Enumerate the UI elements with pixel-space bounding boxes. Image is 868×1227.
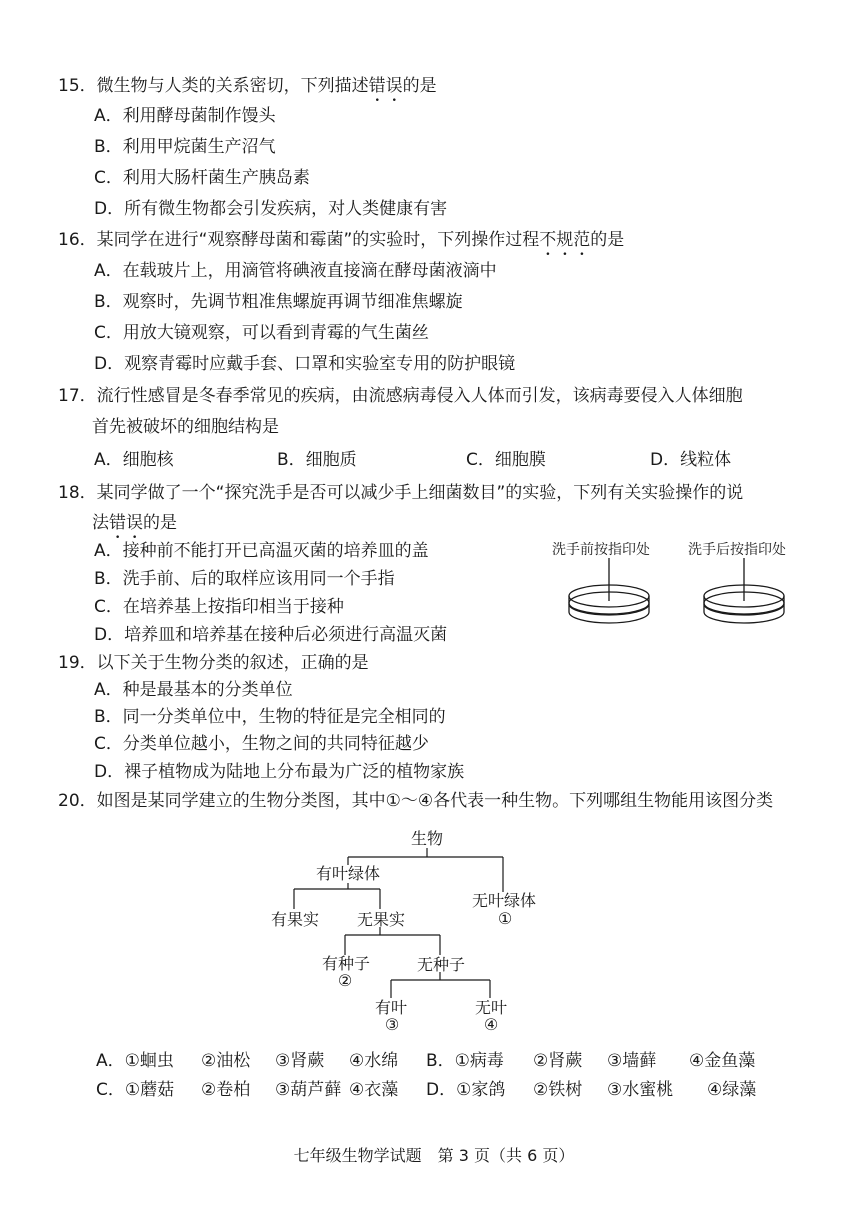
q15-stem: 15．微生物与人类的关系密切，下列描述错误的是 <box>58 76 437 96</box>
q19-option-a: A．种是最基本的分类单位 <box>94 680 293 700</box>
q20-option-d-3: ③水蜜桃 <box>607 1080 674 1100</box>
q20-stem: 20．如图是某同学建立的生物分类图，其中①～④各代表一种生物。下列哪组生物能用该图分类 <box>58 791 774 811</box>
q19-option-d: D．裸子植物成为陆地上分布最为广泛的植物家族 <box>94 762 465 782</box>
q19-option-c: C．分类单位越小，生物之间的共同特征越少 <box>94 734 429 754</box>
q15-option-d: D．所有微生物都会引发疾病，对人类健康有害 <box>94 199 448 219</box>
q20-option-b-2: ②肾蕨 <box>533 1051 583 1071</box>
q15-option-a: A．利用酵母菌制作馒头 <box>94 106 276 126</box>
q16-option-d: D．观察青霉时应戴手套、口罩和实验室专用的防护眼镜 <box>94 354 516 374</box>
q20-option-b-1: B．①病毒 <box>426 1051 504 1071</box>
tree-circle-2: ② <box>337 971 353 990</box>
q20-option-a-2: ②油松 <box>201 1051 251 1071</box>
q17-option-b: B．细胞质 <box>277 450 357 470</box>
q20-option-a-3: ③肾蕨 <box>275 1051 325 1071</box>
q20-options-row2 <box>96 1079 796 1101</box>
tree-circle-1: ① <box>497 909 513 928</box>
tree-without-fruit: 无果实 <box>356 910 405 929</box>
tree-with-chlorophyll: 有叶绿体 <box>315 864 380 883</box>
q17-option-d: D．线粒体 <box>650 450 732 470</box>
q18-option-a: A．接种前不能打开已高温灭菌的培养皿的盖 <box>94 541 429 561</box>
tree-without-seed: 无种子 <box>416 955 465 974</box>
tree-without-chlorophyll: 无叶绿体 <box>471 891 536 910</box>
tree-circle-4: ④ <box>483 1015 499 1034</box>
dish-before-label: 洗手前按指印处 <box>552 542 650 558</box>
q16-option-c: C．用放大镜观察，可以看到青霉的气生菌丝 <box>94 323 429 343</box>
q18-stem-line1: 18．某同学做了一个“探究洗手是否可以减少手上细菌数目”的实验，下列有关实验操作的说 <box>58 483 744 503</box>
q19-option-b: B．同一分类单位中，生物的特征是完全相同的 <box>94 707 446 727</box>
q17-stem-line2: 首先被破坏的细胞结构是 <box>92 417 279 437</box>
q18-option-b: B．洗手前、后的取样应该用同一个手指 <box>94 569 395 589</box>
page-footer: 七年级生物学试题 第 3 页（共 6 页） <box>293 1146 575 1165</box>
q18-option-c: C．在培养基上按指印相当于接种 <box>94 597 344 617</box>
q15-option-c: C．利用大肠杆菌生产胰岛素 <box>94 168 310 188</box>
tree-root: 生物 <box>410 829 443 848</box>
q20-option-c-1: C．①蘑菇 <box>96 1080 175 1100</box>
q20-option-c-3: ③葫芦藓 <box>275 1080 342 1100</box>
q15-option-b: B．利用甲烷菌生产沼气 <box>94 137 276 157</box>
q20-option-a-4: ④水绵 <box>349 1051 399 1071</box>
q20-option-b-4: ④金鱼藻 <box>689 1051 756 1071</box>
q20-option-c-2: ②卷柏 <box>201 1080 251 1100</box>
q18-stem-line2: 法错误的是 <box>92 513 177 533</box>
q20-options-row1 <box>96 1050 796 1072</box>
tree-circle-3: ③ <box>384 1015 400 1034</box>
q17-option-a: A．细胞核 <box>94 450 174 470</box>
q20-option-d-4: ④绿藻 <box>707 1080 757 1100</box>
q17-option-c: C．细胞膜 <box>466 450 546 470</box>
q18-option-d: D．培养皿和培养基在接种后必须进行高温灭菌 <box>94 625 448 645</box>
tree-with-seed: 有种子 <box>321 954 370 973</box>
tree-with-fruit: 有果实 <box>270 910 319 929</box>
q19-stem: 19．以下关于生物分类的叙述，正确的是 <box>58 653 369 673</box>
tree-with-leaf: 有叶 <box>374 998 407 1017</box>
q20-option-c-4: ④衣藻 <box>349 1080 399 1100</box>
q20-option-d-1: D．①家鸽 <box>426 1080 506 1100</box>
q20-option-d-2: ②铁树 <box>533 1080 583 1100</box>
dish-after-label: 洗手后按指印处 <box>688 542 786 558</box>
q20-option-a-1: A．①蛔虫 <box>96 1051 174 1071</box>
q16-option-a: A．在载玻片上，用滴管将碘液直接滴在酵母菌液滴中 <box>94 261 497 281</box>
q16-stem: 16．某同学在进行“观察酵母菌和霉菌”的实验时，下列操作过程不规范的是 <box>58 230 625 250</box>
q17-stem-line1: 17．流行性感冒是冬春季常见的疾病，由流感病毒侵入人体而引发，该病毒要侵入人体细胞 <box>58 386 743 406</box>
tree-without-leaf: 无叶 <box>474 998 507 1017</box>
q16-option-b: B．观察时，先调节粗准焦螺旋再调节细准焦螺旋 <box>94 292 463 312</box>
q20-option-b-3: ③墙藓 <box>607 1051 657 1071</box>
